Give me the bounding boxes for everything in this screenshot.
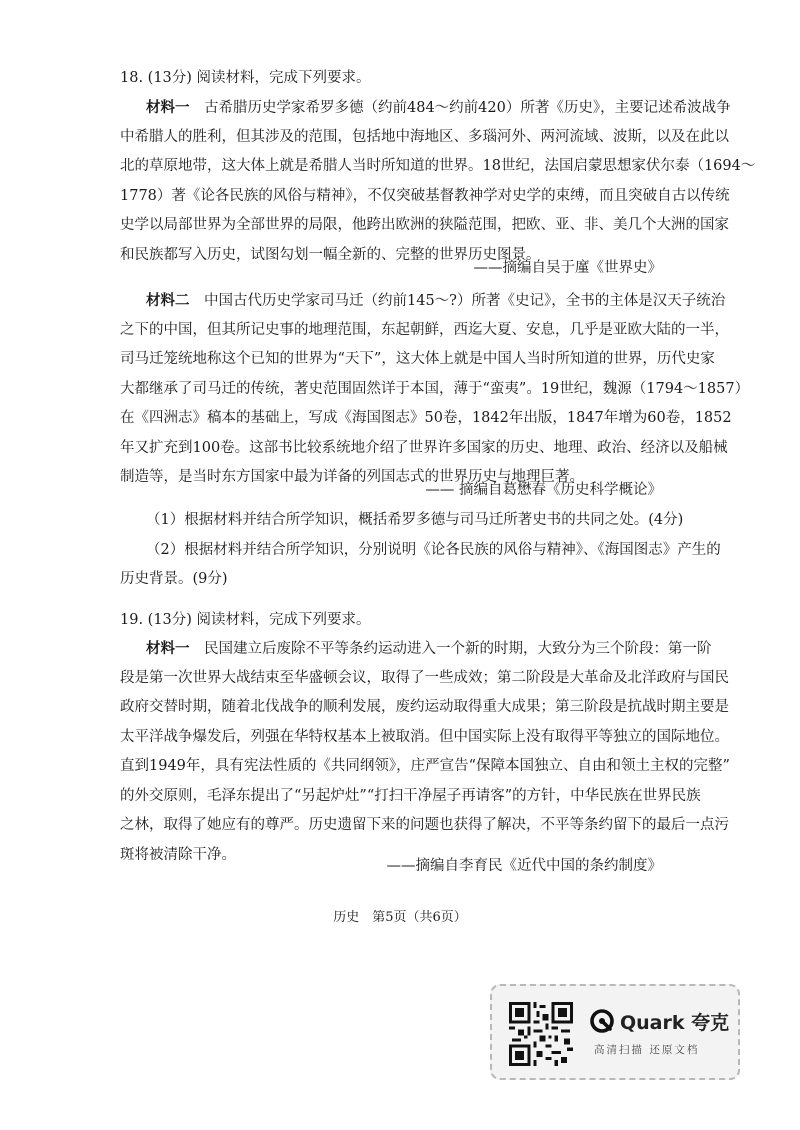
quark-watermark[interactable] <box>490 984 740 1080</box>
q19-m1-line: 的外交原则，毛泽东提出了“另起炉灶”“打扫干净屋子再请客”的方针，中华民族在世界民族 <box>120 787 701 804</box>
q18-material-1 <box>120 93 756 270</box>
q19-m1-line: 斑将被清除干净。 <box>120 846 236 863</box>
material-label: 材料一 <box>146 99 190 116</box>
q19-m1-line: 之林，取得了她应有的尊严。历史遗留下来的问题也获得了解决，不平等条约留下的最后一点污 <box>120 817 729 833</box>
material-label: 材料一 <box>146 640 190 657</box>
quark-brand <box>590 1008 730 1057</box>
q18-m1-line: 北的草原地带，这大体上就是希腊人当时所知道的世界。18世纪，法国启蒙思想家伏尔泰（1694～ <box>120 158 756 174</box>
q19-m1-source: ——摘编自李育民《近代中国的条约制度》 <box>386 858 662 874</box>
q18-m1-line: 史学以局部世界为全部世界的局限，他跨出欧洲的狭隘范围，把欧、亚、非、美几个大洲的国家 <box>120 217 729 233</box>
q18-m2-line: 年又扩充到100卷。这部书比较系统地介绍了世界许多国家的历史、地理、政治、经济以及船械 <box>120 439 728 456</box>
q19-m1-line: 材料一 民国建立后废除不平等条约运动进入一个新的时期，大致分为三个阶段：第一阶 <box>146 640 712 657</box>
material-label: 材料二 <box>146 292 190 309</box>
q18-m1-source: ——摘编自吴于廑《世界史》 <box>473 260 662 276</box>
quark-brand-name: Quark 夸克 <box>620 1011 730 1034</box>
q19-m1-line: 段是第一次世界大战结束至华盛顿会议，取得了一些成效；第二阶段是大革命及北洋政府与国民 <box>120 669 729 686</box>
q19-m1-line: 直到1949年，具有宪法性质的《共同纲领》，庄严宣告“保障本国独立、自由和领土主权的完整” <box>120 758 730 774</box>
q18-m2-line: 材料二 中国古代历史学家司马迁（约前145～?）所著《史记》，全书的主体是汉天子统治 <box>146 292 726 309</box>
page-footer: 历史 第5页（共6页） <box>333 910 467 925</box>
q18-m2-line: 之下的中国，但其所记史事的地理范围，东起朝鲜，西迄大夏、安息，几乎是亚欧大陆的一半， <box>120 321 729 338</box>
q18-m1-line: 1778）著《论各民族的风俗与精神》，不仅突破基督教神学对史学的束缚，而且突破自古以传统 <box>120 187 730 204</box>
q18-m1-line: 材料一 古希腊历史学家希罗多德（约前484～约前420）所著《历史》，主要记述希波战争 <box>146 99 731 116</box>
qr-code-icon <box>509 1002 573 1066</box>
q18-m2-line: 制造等，是当时东方国家中最为详备的列国志式的世界历史与地理巨著。 <box>120 469 584 485</box>
q18-task-1: （1）根据材料并结合所学知识，概括希罗多德与司马迁所著史书的共同之处。(4分) <box>146 512 684 528</box>
q18-task-2: （2）根据材料并结合所学知识，分别说明《论各民族的风俗与精神》、《海国图志》产生的 <box>146 541 721 558</box>
q18-m2-source: —— 摘编自葛懋春《历史科学概论》 <box>425 482 662 498</box>
q18-m1-line: 和民族都写入历史，试图勾划一幅全新的、完整的世界历史图景。 <box>120 246 541 263</box>
quark-subtitle: 高清扫描 还原文档 <box>594 1044 700 1056</box>
q18-tasks <box>120 506 721 595</box>
q19-m1-line: 政府交替时期，随着北伐战争的顺利发展，废约运动取得重大成果；第三阶段是抗战时期主要是 <box>120 699 729 715</box>
q18-m2-line: 司马迁笼统地称这个已知的世界为“天下”，这大体上就是中国人当时所知道的世界，历代史家 <box>120 351 715 367</box>
question-19-header: 19. (13分) 阅读材料，完成下列要求。 <box>120 612 371 628</box>
q19-material-1 <box>120 634 730 870</box>
question-18-header: 18. (13分) 阅读材料，完成下列要求。 <box>120 70 371 86</box>
q18-task-2-cont: 历史背景。(9分) <box>120 571 228 587</box>
q19-m1-line: 太平洋战争爆发后，列强在华特权基本上被取消。但中国实际上没有取得平等独立的国际地位。 <box>120 728 729 745</box>
q18-m2-line: 在《四洲志》稿本的基础上，写成《海国图志》50卷，1842年出版，1847年增为60卷，1852 <box>120 410 732 426</box>
q18-m1-line: 中希腊人的胜利，但其涉及的范围，包括地中海地区、多瑙河外、两河流域、波斯，以及在此以 <box>120 128 729 145</box>
q18-m2-line: 大都继承了司马迁的传统，著史范围固然详于本国，薄于“蛮夷”。19世纪，魏源（1794～1857） <box>120 380 750 397</box>
q18-material-2 <box>120 286 750 493</box>
quark-logo-icon <box>590 1009 614 1033</box>
